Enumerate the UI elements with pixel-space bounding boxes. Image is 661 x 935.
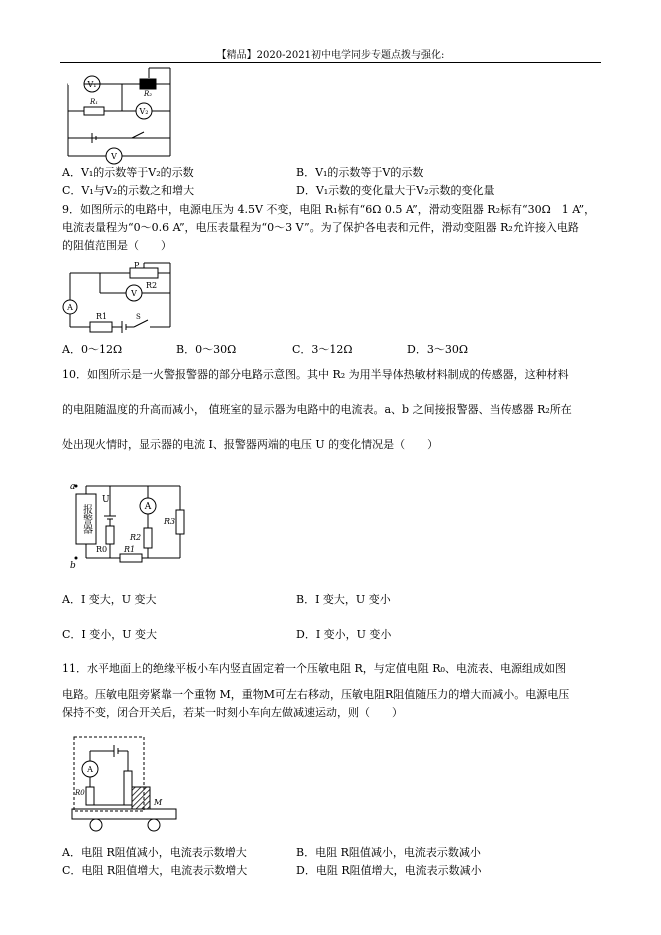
q10-alarm-label: 报警器 <box>80 504 92 534</box>
q10-text-line-1: 10．如图所示是一火警报警器的部分电路示意图。其中 R₂ 为用半导体热敏材料制成的传感器，这种材料 <box>62 368 569 381</box>
q10-option-d: D．I 变小，U 变小 <box>296 628 392 641</box>
q10-ammeter-label: A <box>144 502 152 512</box>
q9-option-c: C．3～12Ω <box>292 343 353 356</box>
q9-slider-p-label: P <box>134 261 140 270</box>
header-rule <box>60 62 601 63</box>
q9-voltmeter-label: V <box>131 289 137 298</box>
q10-a-label: a <box>70 482 76 492</box>
q10-r0-label: R0 <box>96 545 108 554</box>
q10-terminal-b <box>75 557 78 560</box>
q9-text-line-2: 电流表量程为“0～0.6 A”，电压表量程为“0～3 V”。为了保护各电表和元件，滑动变阻器 R₂允许接入电路 <box>62 221 579 234</box>
q9-text-line-3: 的阻值范围是（ ） <box>62 239 172 252</box>
q11-ammeter-label: A <box>87 765 93 774</box>
q9-option-b: B．0～30Ω <box>176 343 237 356</box>
q9-ammeter-label: A <box>67 303 73 312</box>
v2-label: V₂ <box>139 107 149 116</box>
r1-label: R₁ <box>89 98 99 106</box>
circuit-figure-q8 <box>62 66 182 166</box>
q8-option-a: A．V₁的示数等于V₂的示数 <box>62 166 194 179</box>
q10-r3-label: R3 <box>164 517 176 526</box>
q11-text-line-3: 保持不变，闭合开关后，若某一时刻小车向左做减速运动，则（ ） <box>62 706 403 719</box>
q9-r2-label: R2 <box>146 281 158 290</box>
q11-option-a: A．电阻 R阻值减小，电流表示数增大 <box>62 846 247 859</box>
v-label: V <box>111 152 117 161</box>
q10-option-a: A．I 变大，U 变大 <box>62 593 157 606</box>
page-header: 【精品】2020-2021初中电学同步专题点拨与强化: <box>216 50 445 61</box>
q10-u-label: U <box>102 495 110 505</box>
q9-r1-label: R1 <box>96 312 108 321</box>
q9-text-line-1: 9．如图所示的电路中，电源电压为 4.5V 不变，电阻 R₁标有“6Ω 0.5 A”，滑动变阻器 R₂标有“30Ω 1 A”， <box>62 203 596 216</box>
q8-option-b: B．V₁的示数等于V的示数 <box>296 166 424 179</box>
q10-text-line-2: 的电阻随温度的升高而减小， 值班室的显示器为电路中的电流表。a、b 之间接报警器、当传感器 R₂所在 <box>62 403 572 416</box>
q10-option-b: B．I 变大，U 变小 <box>296 593 391 606</box>
v1-label: V₁ <box>87 80 97 89</box>
q10-option-c: C．I 变小，U 变大 <box>62 628 158 641</box>
q9-option-a: A．0～12Ω <box>62 343 123 356</box>
q10-b-label: b <box>70 561 76 570</box>
q11-r0-label: R0 <box>75 789 85 797</box>
q11-option-c: C．电阻 R阻值增大，电流表示数增大 <box>62 864 248 877</box>
q9-switch-label: S <box>136 313 141 321</box>
q11-text-line-1: 11．水平地面上的绝缘平板小车内竖直固定着一个压敏电阻 R，与定值电阻 R₀、电流表、电源组成如图 <box>62 662 566 675</box>
q8-option-d: D．V₁示数的变化量大于V₂示数的变化量 <box>296 184 495 197</box>
q11-text-line-2: 电路。压敏电阻旁紧靠一个重物 M，重物M可左右移动，压敏电阻R阻值随压力的增大而减小。电源电压 <box>62 688 570 701</box>
q10-text-line-3: 处出现火情时，显示器的电流 I、报警器两端的电压 U 的变化情况是（ ） <box>62 438 439 451</box>
q11-option-b: B．电阻 R阻值减小，电流表示数减小 <box>296 846 481 859</box>
q10-r1-label: R1 <box>124 545 136 554</box>
q10-r2-label: R2 <box>130 533 142 542</box>
q8-option-c: C．V₁与V₂的示数之和增大 <box>62 184 195 197</box>
r2-label: R₂ <box>143 90 153 98</box>
q11-option-d: D．电阻 R阻值增大，电流表示数减小 <box>296 864 482 877</box>
circuit-figure-q9 <box>60 255 180 335</box>
cart-circuit-figure-q11 <box>70 733 182 835</box>
q9-option-d: D．3～30Ω <box>407 343 468 356</box>
circuit-figure-q10 <box>70 478 190 570</box>
q11-mass-label: M <box>154 798 163 807</box>
